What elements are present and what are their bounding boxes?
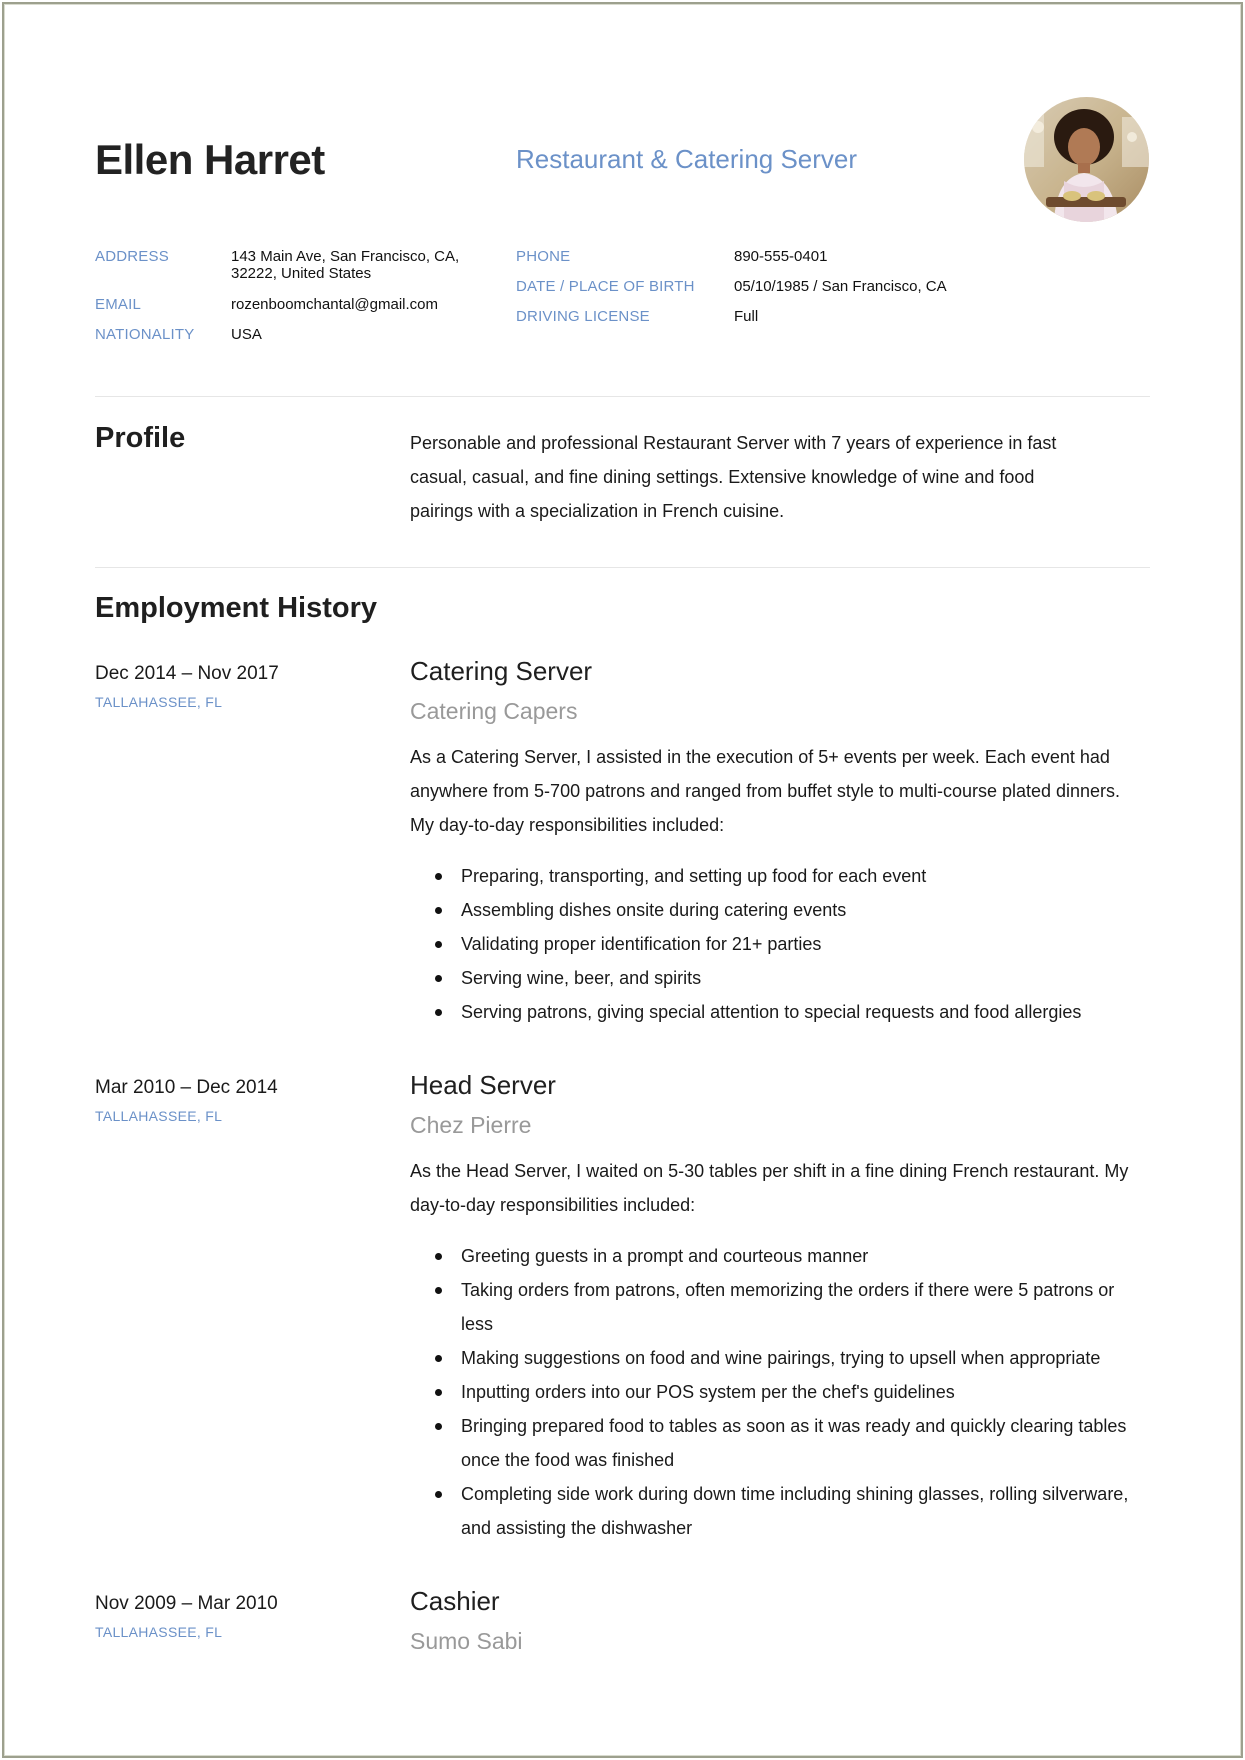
license-label: DRIVING LICENSE bbox=[516, 308, 650, 325]
list-item: Making suggestions on food and wine pairings, trying to upsell when appropriate bbox=[410, 1341, 1150, 1375]
address-value bbox=[231, 248, 459, 282]
list-item: Bringing prepared food to tables as soon as it was ready and quickly clearing tables once the food was finished bbox=[410, 1409, 1150, 1477]
job-description bbox=[410, 1154, 1128, 1222]
section-divider bbox=[95, 567, 1150, 568]
license-value: Full bbox=[734, 308, 759, 325]
responsibility-list bbox=[410, 859, 1150, 1029]
description-line: My day-to-day responsibilities included: bbox=[410, 815, 725, 835]
list-item: Inputting orders into our POS system per the chef's guidelines bbox=[410, 1375, 1150, 1409]
description-line: As the Head Server, I waited on 5-30 tables per shift in a fine dining French restaurant. My bbox=[410, 1161, 1129, 1181]
profile-line: Personable and professional Restaurant Server with 7 years of experience in fast bbox=[410, 433, 1057, 453]
description-line: day-to-day responsibilities included: bbox=[410, 1195, 696, 1215]
list-item: Serving patrons, giving special attention to special requests and food allergies bbox=[410, 995, 1150, 1029]
job-dates: Mar 2010 – Dec 2014 bbox=[95, 1077, 278, 1098]
job-title: Restaurant & Catering Server bbox=[516, 144, 858, 174]
birth-value: 05/10/1985 / San Francisco, CA bbox=[734, 278, 947, 295]
email-label: EMAIL bbox=[95, 296, 142, 313]
job-role: Cashier bbox=[410, 1586, 500, 1616]
address-label: ADDRESS bbox=[95, 248, 169, 265]
job-employer: Catering Capers bbox=[410, 698, 578, 724]
job-employer: Chez Pierre bbox=[410, 1112, 532, 1138]
candidate-name: Ellen Harret bbox=[95, 136, 325, 183]
section-divider bbox=[95, 396, 1150, 397]
portrait-image bbox=[1024, 97, 1149, 222]
list-item: Validating proper identification for 21+ parties bbox=[410, 927, 1150, 961]
list-item: Greeting guests in a prompt and courteous manner bbox=[410, 1239, 1150, 1273]
nationality-value: USA bbox=[231, 326, 262, 343]
birth-label: DATE / PLACE OF BIRTH bbox=[516, 278, 695, 295]
job-dates: Nov 2009 – Mar 2010 bbox=[95, 1593, 278, 1614]
job-location: TALLAHASSEE, FL bbox=[95, 1624, 223, 1640]
email-value: rozenboomchantal@gmail.com bbox=[231, 296, 438, 313]
job-employer: Sumo Sabi bbox=[410, 1628, 523, 1654]
profile-heading: Profile bbox=[95, 422, 186, 454]
description-line: anywhere from 5-700 patrons and ranged from buffet style to multi-course plated dinners. bbox=[410, 781, 1121, 801]
job-role: Head Server bbox=[410, 1070, 556, 1100]
job-dates: Dec 2014 – Nov 2017 bbox=[95, 663, 279, 684]
list-item: Serving wine, beer, and spirits bbox=[410, 961, 1150, 995]
description-line: As a Catering Server, I assisted in the execution of 5+ events per week. Each event had bbox=[410, 747, 1110, 767]
phone-label: PHONE bbox=[516, 248, 571, 265]
address-line-1: 143 Main Ave, San Francisco, CA, bbox=[231, 248, 460, 265]
job-location: TALLAHASSEE, FL bbox=[95, 694, 223, 710]
job-location: TALLAHASSEE, FL bbox=[95, 1108, 223, 1124]
list-item: Taking orders from patrons, often memorizing the orders if there were 5 patrons or less bbox=[410, 1273, 1150, 1341]
profile-line: pairings with a specialization in French cuisine. bbox=[410, 501, 785, 521]
address-line-2: 32222, United States bbox=[231, 265, 372, 282]
job-description bbox=[410, 740, 1120, 842]
phone-value: 890-555-0401 bbox=[734, 248, 828, 265]
profile-line: casual, casual, and fine dining settings. Extensive knowledge of wine and food bbox=[410, 467, 1035, 487]
list-item: Assembling dishes onsite during catering events bbox=[410, 893, 1150, 927]
nationality-label: NATIONALITY bbox=[95, 326, 195, 343]
profile-photo bbox=[1024, 97, 1149, 222]
job-role: Catering Server bbox=[410, 656, 593, 686]
responsibility-list bbox=[410, 1239, 1150, 1545]
profile-summary bbox=[410, 426, 1056, 528]
employment-heading: Employment History bbox=[95, 592, 377, 624]
list-item: Preparing, transporting, and setting up food for each event bbox=[410, 859, 1150, 893]
list-item: Completing side work during down time including shining glasses, rolling silverware, and assisting the dishwasher bbox=[410, 1477, 1150, 1545]
